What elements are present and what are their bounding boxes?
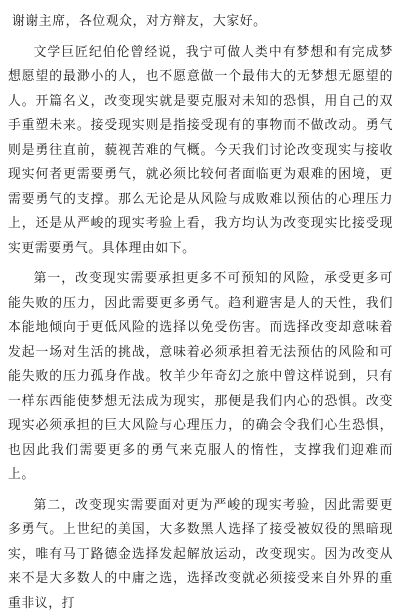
intro-paragraph: 文学巨匠纪伯伦曾经说，我宁可做人类中有梦想和有完成梦想愿望的最渺小的人，也不愿意做一个最伟大的无梦想无愿望的人。开篇名义，改变现实就是要克服对未知的恐惧，用自己的双手重塑未来。接受现实则是指接受现有的事物而不做改动。勇气则是勇往直前，藐视苦难的气概。今天我们讨论改变现实与接收现实何者更需要勇气，就必须比较何者面临更为艰难的困境，更需要勇气的支撑。那么无论是从风险与成败难以预估的心理压力上，还是从严峻的现实考验上看，我方均认为改变现实比接受现实更需要勇气。具体理由如下。 <box>8 41 393 262</box>
first-point-paragraph: 第一，改变现实需要承担更多不可预知的风险，承受更多可能失败的压力，因此需要更多勇气。趋利避害是人的天性，我们本能地倾向于更低风险的选择以免受伤害。而选择改变却意味着发起一场对生活的挑战，意味着必须承担着无法预估的风险和可能失败的压力孤身作战。牧羊少年奇幻之旅中曾这样说到，只有一样东西能使梦想无法成为现实，那便是我们内心的恐惧。改变现实必须承担的巨大风险与心理压力，的确会令我们心生恐惧，也因此我们需要更多的勇气来克服人的惰性，支撑我们迎难而上。 <box>8 267 393 488</box>
greeting-paragraph: 谢谢主席，各位观众，对方辩友，大家好。 <box>8 10 393 35</box>
second-point-paragraph: 第二，改变现实需要面对更为严峻的现实考验，因此需要更多勇气。上世纪的美国，大多数黑人选择了接受被奴役的黑暗现实，唯有马丁路德金选择发起解放运动，改变现实。因为改变从来不是大多数人的中庸之选，选择改变就必须接受来自外界的重重非议，打 <box>8 494 393 616</box>
